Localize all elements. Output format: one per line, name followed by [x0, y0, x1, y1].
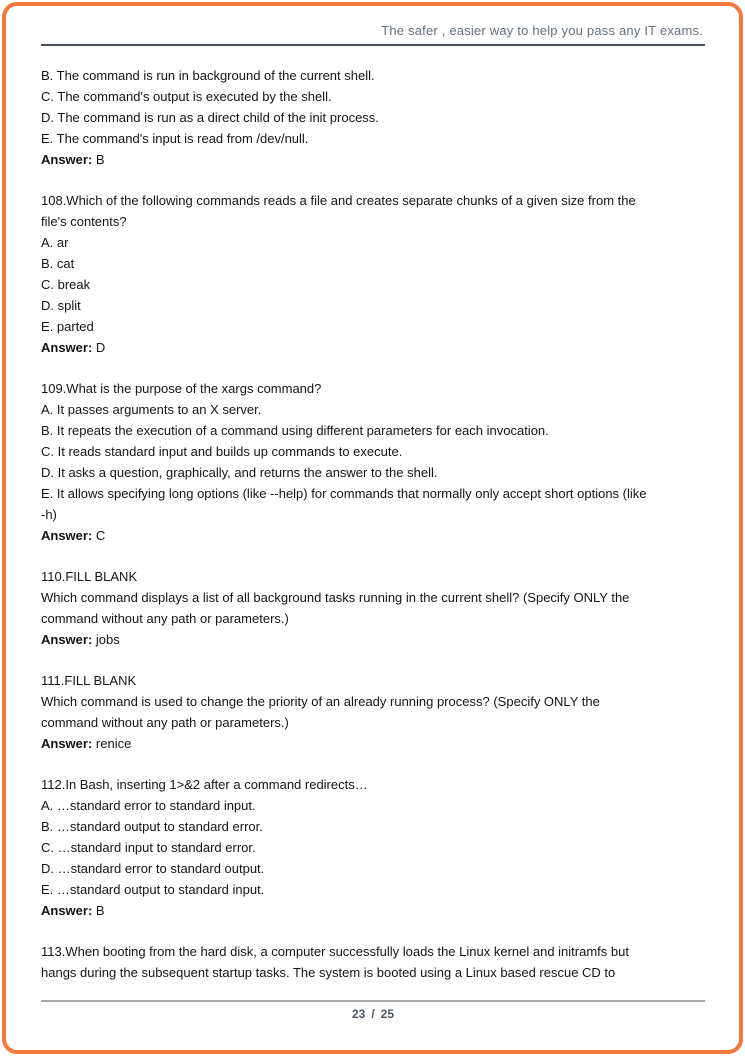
text-line: 110.FILL BLANK — [41, 569, 138, 584]
answer-line — [41, 733, 705, 754]
page-number — [41, 1005, 705, 1023]
question-block — [41, 65, 705, 170]
page-border — [2, 2, 743, 1054]
answer-label: Answer: — [41, 528, 93, 543]
answer-label: Answer: — [41, 152, 93, 167]
text-line: hangs during the subsequent startup tasks. The system is booted using a Linux based rescue CD to — [41, 965, 616, 980]
question-block — [41, 774, 705, 921]
answer-label: Answer: — [41, 903, 93, 918]
question-block — [41, 670, 705, 754]
text-line: D. …standard error to standard output. — [41, 861, 265, 876]
text-line: 112.In Bash, inserting 1>&2 after a command redirects… — [41, 777, 368, 792]
text-line: E. The command's input is read from /dev/null. — [41, 131, 309, 146]
text-line: Which command is used to change the priority of an already running process? (Specify ONLY the — [41, 694, 600, 709]
header-tagline: The safer , easier way to help you pass any IT exams. — [381, 23, 703, 38]
text-line: -h) — [41, 507, 57, 522]
question-block — [41, 190, 705, 358]
text-line: 111.FILL BLANK — [41, 673, 137, 688]
answer-value: renice — [95, 736, 132, 751]
page-footer — [41, 1000, 705, 1050]
answer-value: D — [95, 340, 106, 355]
text-line: command without any path or parameters.) — [41, 715, 289, 730]
text-line: A. ar — [41, 235, 69, 250]
answer-line — [41, 900, 705, 921]
text-line: E. parted — [41, 319, 94, 334]
page-header — [41, 6, 705, 46]
text-line: file's contents? — [41, 214, 127, 229]
text-line: C. It reads standard input and builds up commands to execute. — [41, 444, 403, 459]
page-number-separator: / — [371, 1007, 375, 1021]
text-line: E. …standard output to standard input. — [41, 882, 265, 897]
question-block — [41, 566, 705, 650]
answer-value: C — [95, 528, 106, 543]
question-block — [41, 941, 705, 983]
answer-line — [41, 525, 705, 546]
footer-divider — [41, 1000, 705, 1002]
text-line: command without any path or parameters.) — [41, 611, 289, 626]
text-line: 109.What is the purpose of the xargs command? — [41, 381, 322, 396]
text-line: C. The command's output is executed by the shell. — [41, 89, 332, 104]
text-line: C. …standard input to standard error. — [41, 840, 256, 855]
text-line: Which command displays a list of all background tasks running in the current shell? (Specify ONLY the — [41, 590, 630, 605]
text-line: B. The command is run in background of the current shell. — [41, 68, 375, 83]
text-line: B. It repeats the execution of a command using different parameters for each invocation. — [41, 423, 549, 438]
question-block — [41, 378, 705, 546]
text-line: D. It asks a question, graphically, and returns the answer to the shell. — [41, 465, 438, 480]
text-line: 108.Which of the following commands reads a file and creates separate chunks of a given size from the — [41, 193, 636, 208]
text-line: 113.When booting from the hard disk, a computer successfully loads the Linux kernel and initramfs but — [41, 944, 629, 959]
answer-label: Answer: — [41, 632, 93, 647]
text-line: C. break — [41, 277, 91, 292]
text-line: B. …standard output to standard error. — [41, 819, 263, 834]
answer-label: Answer: — [41, 340, 93, 355]
answer-value: jobs — [95, 632, 120, 647]
text-line: A. …standard error to standard input. — [41, 798, 256, 813]
answer-line — [41, 629, 705, 650]
answer-label: Answer: — [41, 736, 93, 751]
text-line: D. The command is run as a direct child of the init process. — [41, 110, 379, 125]
text-line: B. cat — [41, 256, 75, 271]
text-line: E. It allows specifying long options (like --help) for commands that normally only accept short options (like — [41, 486, 647, 501]
answer-line — [41, 337, 705, 358]
text-line: A. It passes arguments to an X server. — [41, 402, 262, 417]
answer-line — [41, 149, 705, 170]
answer-value: B — [95, 152, 105, 167]
page-number-total: 25 — [380, 1007, 395, 1021]
answer-value: B — [95, 903, 105, 918]
page-number-current: 23 — [351, 1007, 366, 1021]
questions-content — [41, 46, 705, 1000]
text-line: D. split — [41, 298, 81, 313]
